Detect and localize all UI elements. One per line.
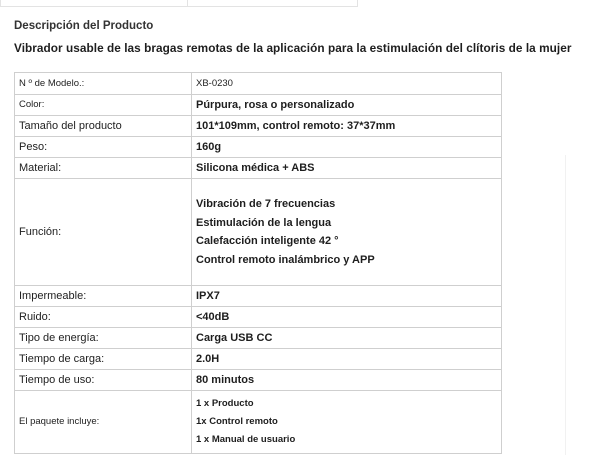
spec-value: IPX7	[192, 286, 502, 307]
function-item: Estimulación de la lengua	[196, 216, 332, 229]
spec-row-use-time	[15, 370, 502, 391]
package-item: 1 x Producto	[196, 398, 254, 409]
spec-row-waterproof	[15, 286, 502, 307]
function-item: Vibración de 7 frecuencias	[196, 198, 336, 210]
spec-label: Ruido:	[15, 307, 192, 328]
spec-label: N º de Modelo.:	[15, 73, 192, 95]
spec-row-function	[15, 179, 502, 286]
spec-row-weight	[15, 137, 502, 158]
spec-value-list	[192, 391, 502, 454]
spec-row-material	[15, 158, 502, 179]
spec-value: 101*109mm, control remoto: 37*37mm	[192, 116, 502, 137]
package-item: 1 x Manual de usuario	[196, 434, 296, 445]
spec-label: Tamaño del producto	[15, 116, 192, 137]
function-item: Calefacción inteligente 42 °	[196, 235, 339, 247]
spec-value: XB-0230	[192, 73, 502, 95]
spec-value: Silicona médica + ABS	[192, 158, 502, 179]
specs-table	[14, 72, 502, 454]
spec-value: 160g	[192, 137, 502, 158]
previous-table-edge	[0, 0, 358, 7]
section-title: Descripción del Producto	[14, 20, 154, 32]
spec-label: Peso:	[15, 137, 192, 158]
spec-label: Impermeable:	[15, 286, 192, 307]
spec-label: Material:	[15, 158, 192, 179]
spec-value: Carga USB CC	[192, 328, 502, 349]
package-item: 1x Control remoto	[196, 416, 278, 427]
spec-row-noise	[15, 307, 502, 328]
spec-value: Púrpura, rosa o personalizado	[192, 95, 502, 116]
spec-label: Tipo de energía:	[15, 328, 192, 349]
spec-row-size	[15, 116, 502, 137]
spec-value: <40dB	[192, 307, 502, 328]
spec-row-model	[15, 73, 502, 95]
function-item: Control remoto inalámbrico y APP	[196, 253, 375, 266]
faint-edge-line	[565, 155, 566, 455]
spec-row-package	[15, 391, 502, 454]
spec-label: Color:	[15, 95, 192, 116]
spec-value: 2.0H	[192, 349, 502, 370]
spec-label: Tiempo de carga:	[15, 349, 192, 370]
spec-label: Función:	[15, 179, 192, 286]
spec-value-list	[192, 179, 502, 286]
spec-row-color	[15, 95, 502, 116]
previous-table-divider	[187, 0, 188, 7]
spec-row-charge-time	[15, 349, 502, 370]
spec-value: 80 minutos	[192, 370, 502, 391]
product-title: Vibrador usable de las bragas remotas de la aplicación para la estimulación del clítoris de la mujer	[14, 41, 572, 55]
spec-label: Tiempo de uso:	[15, 370, 192, 391]
spec-label: El paquete incluye:	[15, 391, 192, 454]
spec-row-power	[15, 328, 502, 349]
